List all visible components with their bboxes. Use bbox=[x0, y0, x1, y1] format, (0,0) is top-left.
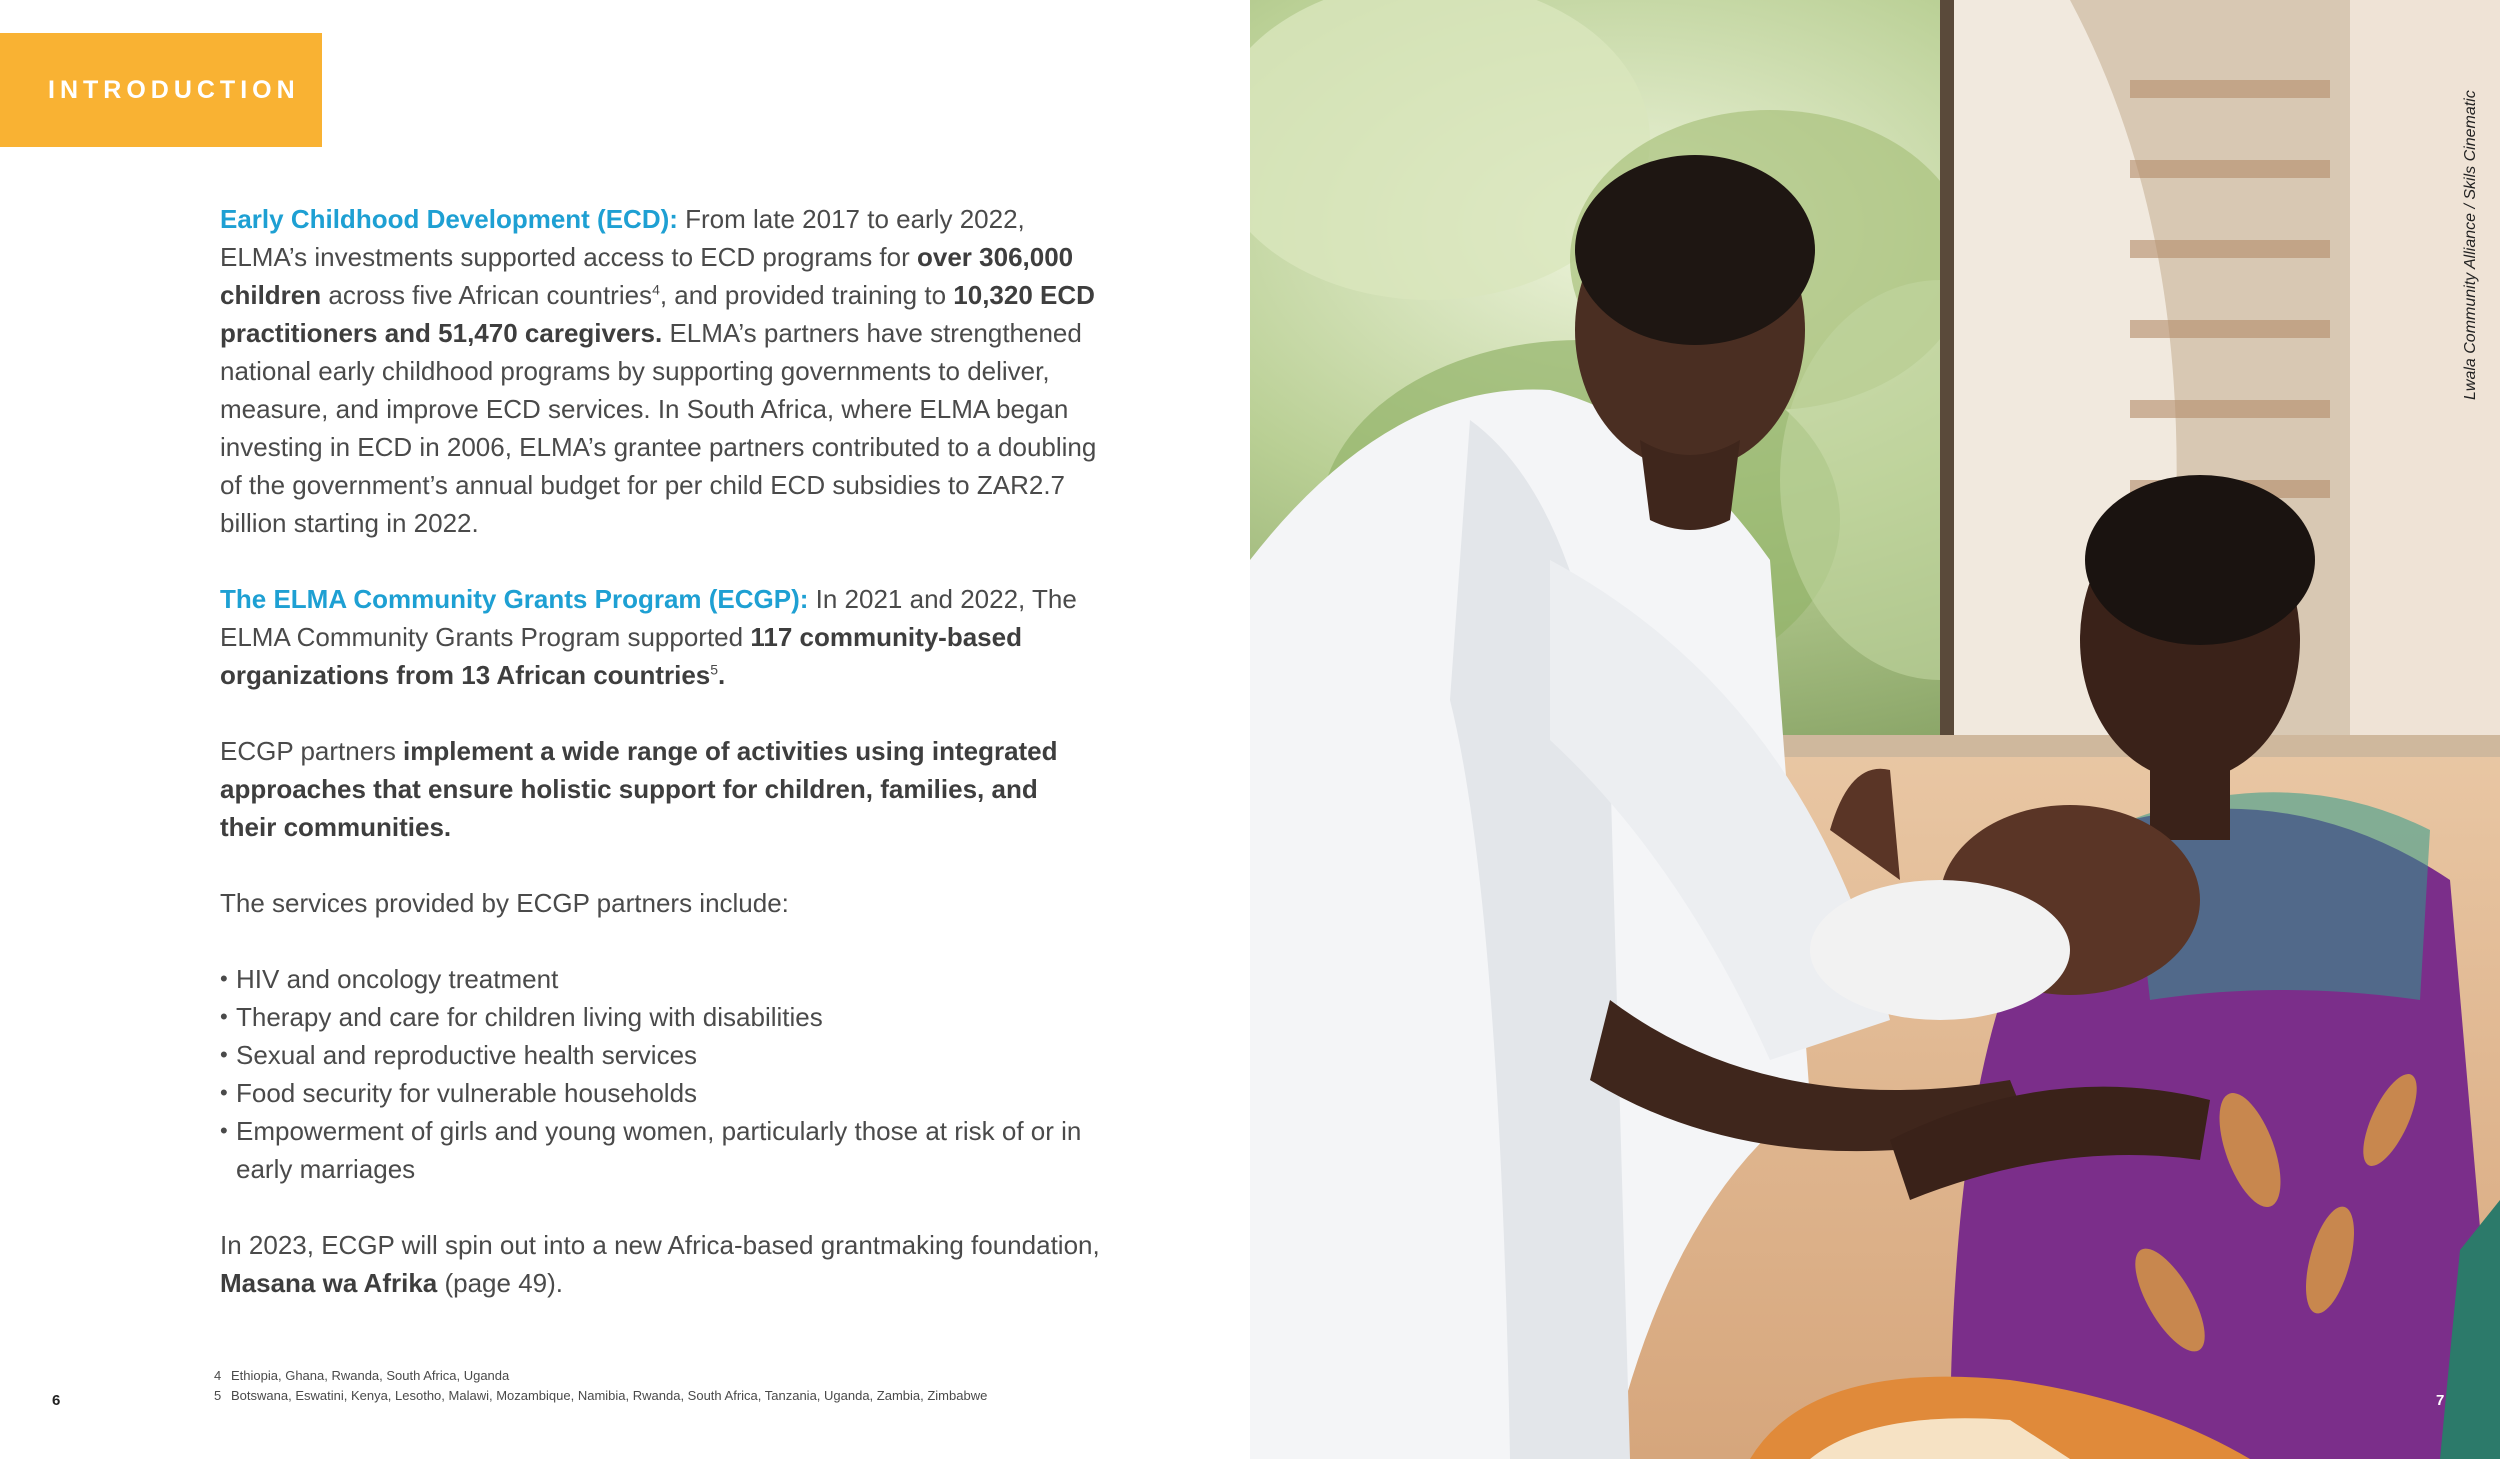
footnote-number: 5 bbox=[214, 1388, 222, 1403]
ecd-heading: Early Childhood Development (ECD): bbox=[220, 204, 678, 234]
footnote-5 bbox=[214, 1386, 987, 1406]
footnote-4 bbox=[214, 1366, 987, 1386]
footnote-number: 4 bbox=[214, 1368, 222, 1383]
photo-credit: Lwala Community Alliance / Skils Cinematic bbox=[2462, 90, 2479, 400]
partners-bold-text: implement a wide range of activities using integrated approaches that ensure holistic support for children, families, and their communities. bbox=[220, 736, 1058, 842]
footnotes bbox=[214, 1366, 987, 1406]
page-number-left: 6 bbox=[52, 1392, 61, 1409]
footnote-text: Botswana, Eswatini, Kenya, Lesotho, Malawi, Mozambique, Namibia, Rwanda, South Africa, Tanzania, Uganda, Zambia, Zimbabwe bbox=[231, 1388, 988, 1403]
ecd-text-3: , and provided training to bbox=[659, 280, 954, 310]
footnote-ref-5: 5 bbox=[710, 661, 719, 678]
partners-text-1: ECGP partners bbox=[220, 736, 404, 766]
service-item: • HIV and oncology treatment bbox=[220, 960, 1100, 998]
right-page bbox=[1250, 0, 2500, 1459]
ecd-text-1: From late 2017 to early 2022, ELMA’s investments supported access to ECD programs for bbox=[220, 204, 1025, 272]
ecd-paragraph bbox=[220, 200, 1100, 542]
section-tab bbox=[0, 33, 322, 147]
services-intro: The services provided by ECGP partners include: bbox=[220, 888, 789, 918]
spinout-text-1: In 2023, ECGP will spin out into a new Africa-based grantmaking foundation, bbox=[220, 1230, 1100, 1260]
spinout-text-2: (page 49). bbox=[437, 1268, 563, 1298]
footnote-ref-4: 4 bbox=[652, 281, 660, 298]
photo-health-worker-with-baby bbox=[1250, 0, 2500, 1459]
services-list bbox=[220, 960, 1100, 1188]
ecd-children-stat: over 306,000 children bbox=[220, 242, 1074, 310]
service-item: • Food security for vulnerable households bbox=[220, 1074, 1100, 1112]
ecgp-heading: The ELMA Community Grants Program (ECGP): bbox=[220, 584, 809, 614]
ecd-text-2: across five African countries bbox=[321, 280, 653, 310]
ecgp-organizations-stat: 117 community-based organizations from 13 African countries bbox=[220, 622, 1022, 690]
service-item: • Empowerment of girls and young women, particularly those at risk of or in early marriages bbox=[220, 1112, 1100, 1188]
footnote-text: Ethiopia, Ghana, Rwanda, South Africa, Uganda bbox=[231, 1368, 510, 1383]
spinout-paragraph bbox=[220, 1226, 1100, 1302]
ecgp-paragraph bbox=[220, 580, 1100, 694]
masana-wa-afrika-link: Masana wa Afrika bbox=[220, 1268, 438, 1298]
service-item: • Sexual and reproductive health services bbox=[220, 1036, 1100, 1074]
section-label: INTRODUCTION bbox=[48, 75, 300, 104]
ecd-text-4: ELMA’s partners have strengthened national early childhood programs by supporting governments to deliver, measure, and improve ECD services. In South Africa, where ELMA began investing in ECD in 2006, ELMA’s grantee partners contributed to a doubling of the government’s annual budget for per child ECD subsidies to ZAR2.7 billion starting in 2022. bbox=[220, 318, 1097, 538]
page-number-right: 7 bbox=[2436, 1392, 2445, 1409]
ecgp-text-1: In 2021 and 2022, The ELMA Community Grants Program supported bbox=[220, 584, 1077, 652]
partners-paragraph bbox=[220, 732, 1100, 846]
service-item: • Therapy and care for children living with disabilities bbox=[220, 998, 1100, 1036]
body-text bbox=[220, 200, 1100, 1340]
ecd-training-stat: 10,320 ECD practitioners and 51,470 caregivers. bbox=[220, 280, 1095, 348]
ecgp-period: . bbox=[718, 660, 726, 690]
